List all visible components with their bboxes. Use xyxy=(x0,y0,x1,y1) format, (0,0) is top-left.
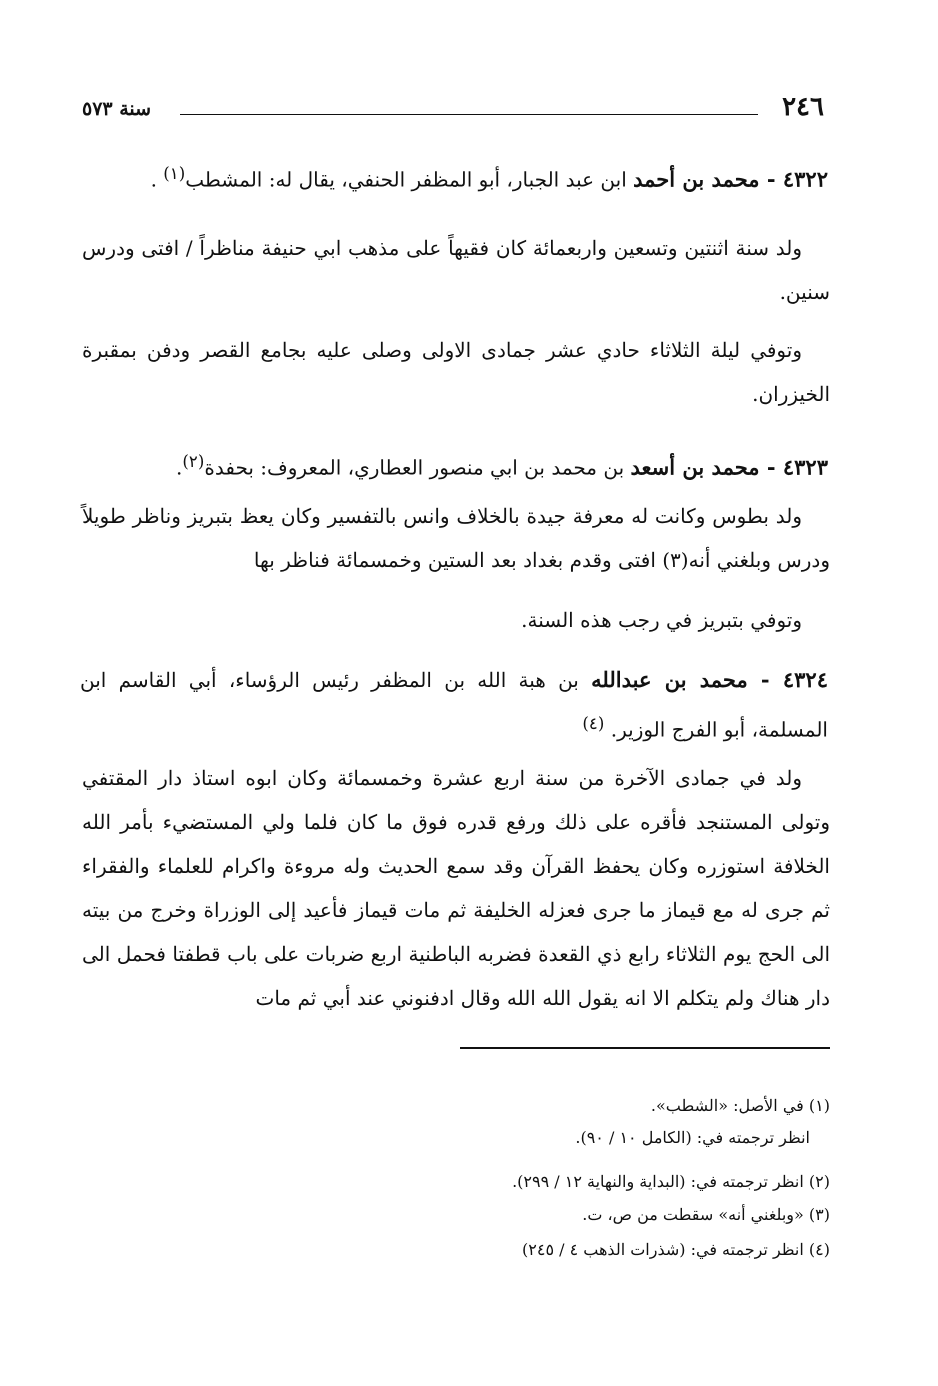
footnote-1: (١) في الأصل: «الشطب». xyxy=(650,1096,830,1115)
entry-name: محمد بن عبدالله xyxy=(591,667,748,692)
footnote-ref: (١) xyxy=(163,164,186,183)
page-number: ٢٤٦ xyxy=(782,92,824,122)
footnote-3: (٣) «وبلغني أنه» سقطت من ص، ت. xyxy=(582,1205,830,1224)
entry-number: ٤٣٢٢ xyxy=(782,166,828,192)
entry-paragraph: وتوفي بتبريز في رجب هذه السنة. xyxy=(521,608,802,632)
footnote-2: (٢) انظر ترجمته في: (البداية والنهاية ١٢ / ٢٩٩). xyxy=(512,1172,830,1191)
entry-number: ٤٣٢٣ xyxy=(782,454,828,480)
entry-heading-4322: ٤٣٢٢ - محمد بن أحمد ابن عبد الجبار، أبو المظفر الحنفي، يقال له: المشطب$^{(١)}$ . xyxy=(150,164,828,192)
running-head: سنة ٥٧٣ xyxy=(82,98,152,120)
footnote-ref: (٢) xyxy=(182,452,205,471)
entry-paragraph: ولد في جمادى الآخرة من سنة اربع عشرة وخمسمائة وكان ابوه استاذ دار المقتفي وتولى المستنجد فأقره على ذلك ورفع قدره فوق ما كان فلما ولي المستضيء بأمر الله الخلافة استوزره وكان يحفظ القرآن وقد سمع الحديث وله مروءة واكرام للعلماء والفقراء ثم جرى له مع قيماز ما جرى فعزله الخليفة ثم مات قيماز فأعيد إلى الوزراة وخرج من بيته الى الحج يوم الثلاثاء رابع ذي القعدة فضربه الباطنية اربع ضربات على باب قطفتا فحمل الى دار هناك ولم يتكلم الا انه يقول الله الله وقال ادفنوني عند أبي ثم مات xyxy=(82,766,830,1010)
entry-description: بن محمد بن ابي منصور العطاري، المعروف: بحفدة xyxy=(204,455,625,480)
entry-paragraph: ولد بطوس وكانت له معرفة جيدة بالخلاف وانس بالتفسير وكان يعظ بتبريز وناظر طويلاً ودرس وبلغني أنه(٣) افتى وقدم بغداد بعد الستين وخمسمائة فناظر بها xyxy=(82,504,830,572)
footnote-4: (٤) انظر ترجمته في: (شذرات الذهب ٤ / ٢٤٥) xyxy=(522,1240,830,1259)
entry-paragraph: ولد سنة اثنتين وتسعين واربعمائة كان فقيهاً على مذهب ابي حنيفة مناظراً / افتى ودرس سنين. xyxy=(82,236,830,304)
entry-heading-4323: ٤٣٢٣ - محمد بن أسعد بن محمد بن ابي منصور العطاري، المعروف: بحفدة$^{(٢)}$. xyxy=(176,452,828,480)
entry-name: محمد بن أسعد xyxy=(630,454,760,480)
header-rule xyxy=(180,114,758,115)
entry-description: بن هبة الله بن المظفر رئيس الرؤساء، أبي القاسم ابن المسلمة، أبو الفرج الوزير. xyxy=(80,668,828,742)
entry-name: محمد بن أحمد xyxy=(633,166,760,192)
entry-number: ٤٣٢٤ xyxy=(782,667,828,692)
entry-heading-4324: ٤٣٢٤ - محمد بن عبدالله بن هبة الله بن المظفر رئيس الرؤساء، أبي القاسم ابن المسلمة، أبو الفرج الوزير. $^{(٤)}$ xyxy=(80,667,828,742)
entry-description: ابن عبد الجبار، أبو المظفر الحنفي، يقال له: المشطب xyxy=(185,167,627,192)
page-header xyxy=(82,92,824,128)
footnote-ref: (٤) xyxy=(582,714,605,733)
footnote-1-continued: انظر ترجمته في: (الكامل ١٠ / ٩٠). xyxy=(575,1128,810,1147)
footnote-separator xyxy=(460,1047,830,1049)
entry-paragraph: وتوفي ليلة الثلاثاء حادي عشر جمادى الاولى وصلى عليه بجامع القصر ودفن بمقبرة الخيزران. xyxy=(82,338,830,406)
